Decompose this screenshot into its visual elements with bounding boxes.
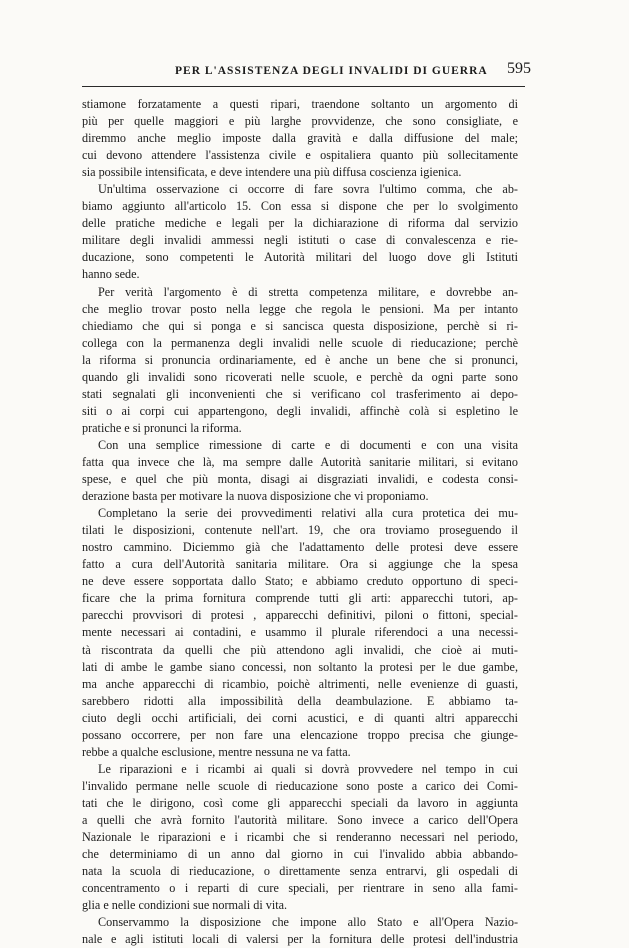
page-number: 595 — [507, 60, 531, 77]
text-line: fatta qua invece che là, ma sempre dalle Autorità sanitarie militari, si evitano — [82, 454, 518, 469]
text-line: possano occorrere, per non fare una elencazione troppo precisa che giunge- — [82, 727, 518, 742]
text-line: diremmo anche meglio imposte dalla gravità e dalla diffusione del male; — [82, 131, 518, 146]
text-line: delle pratiche mediche e legali per la dichiarazione di riforma dal servizio — [82, 216, 518, 231]
text-line: Nazionale le riparazioni e i ricambi che si renderanno necessari nel periodo, — [82, 830, 518, 845]
text-line: stiamone forzatamente a questi ripari, traendone soltanto un argomento di — [82, 97, 518, 111]
text-line: nata la scuola di rieducazione, o direttamente senza entrarvi, gli ospedali di — [82, 864, 518, 879]
text-line: concentramento o i reparti di cure speciali, per rientrare in seno alla fami- — [82, 881, 518, 896]
text-line: tilati le disposizioni, contenute nell'art. 19, che ora troviamo proseguendo il — [82, 523, 518, 538]
text-line: ducazione, sono competenti le Autorità militari del luogo dove gli Istituti — [82, 250, 518, 265]
text-line: stati segnalati gli inconvenienti che si verificano col trasferimento ai depo- — [82, 386, 518, 401]
text-line: Completano la serie dei provvedimenti relativi alla cura protetica dei mu- — [98, 506, 518, 521]
text-line: nostro cammino. Diciemmo già che l'adattamento delle protesi deve essere — [82, 540, 518, 555]
text-line: tà riscontrata da quelli che più attendono agli invalidi, che cioè ai muti- — [82, 642, 518, 657]
text-line: più per quelle maggiori e più larghe provvidenze, che sono consigliate, e — [82, 114, 518, 129]
text-line: ne deve essere sopportata dallo Stato; e abbiamo creduto opportuno di speci- — [82, 574, 518, 589]
text-line: mente necessari ai contadini, e usammo il plurale riferendoci a una necessi- — [82, 625, 518, 640]
text-line: spese, e quel che più monta, disagi ai disgraziati invalidi, e codesta consi- — [82, 472, 518, 487]
text-line: l'invalido permane nelle scuole di rieducazione sono poste a carico dei Comi- — [82, 778, 518, 793]
text-line: fatto a cura dell'Autorità sanitaria militare. Ora si aggiunge che la spesa — [82, 557, 518, 572]
text-line: chiediamo che qui si ponga e si sancisca questa disposizione, perchè si ri- — [82, 318, 518, 333]
text-line: ficare che la prima fornitura comprende tutti gli arti: apparecchi tutori, ap- — [82, 591, 518, 606]
text-line: militare degli invalidi ammessi negli istituti o case di convalescenza e rie- — [82, 233, 518, 248]
text-line: rebbe a qualche esclusione, mentre nessuna ne va fatta. — [82, 744, 351, 759]
text-line: siti o ai corpi cui appartengono, degli invalidi, affinchè colà si espletino le — [82, 403, 518, 418]
text-line: a quelli che avrà fornito l'autorità militare. Sono invece a carico dell'Opera — [82, 812, 518, 827]
text-line: la riforma si pronuncia ordinariamente, ed è anche un bene che si pronunci, — [82, 352, 518, 367]
text-line: Per verità l'argomento è di stretta competenza militare, e dovrebbe an- — [98, 284, 518, 299]
text-line: nale e agli istituti locali di valersi per la fornitura delle protesi dell'industria — [82, 932, 518, 947]
header-rule — [82, 86, 525, 87]
text-line: hanno sede. — [82, 267, 140, 282]
running-head: PER L'ASSISTENZA DEGLI INVALIDI DI GUERRA — [175, 65, 488, 77]
text-line: biamo aggiunto all'articolo 15. Con essa si dispone che per lo svolgimento — [82, 199, 518, 214]
text-line: lati di ambe le gambe siano concessi, non soltanto la protesi per le due gambe, — [82, 659, 518, 674]
page-header — [82, 60, 531, 84]
body-text — [82, 96, 518, 948]
text-line: ma anche apparecchi di ricambio, poichè altrimenti, nelle evenienze di guasti, — [82, 676, 518, 691]
text-line: pratiche e si pronunci la riforma. — [82, 420, 242, 435]
text-line: ciuto degli occhi artificiali, dei corni acustici, e di quanti altri apparecchi — [82, 710, 518, 725]
text-line: sia possibile intensificata, e deve intendere una più diffusa coscienza igienica. — [82, 165, 462, 180]
text-line: derazione basta per motivare la nuova disposizione che vi proponiamo. — [82, 489, 429, 504]
text-line: Un'ultima osservazione ci occorre di fare sovra l'ultimo comma, che ab- — [98, 182, 518, 197]
text-line: sarebbero ridotti alla impossibilità della deambulazione. E abbiamo ta- — [82, 693, 518, 708]
text-line: Conservammo la disposizione che impone allo Stato e all'Opera Nazio- — [98, 915, 518, 930]
text-line: Con una semplice rimessione di carte e di documenti e con una visita — [98, 437, 518, 452]
text-line: quando gli invalidi sono ricoverati nelle scuole, e perchè da ogni parte sono — [82, 369, 518, 384]
text-line: che meglio trovar posto nella legge che regola le pensioni. Ma per intanto — [82, 301, 518, 316]
text-line: cui devono attendere l'assistenza civile e ospitaliera quanto più sollecitamente — [82, 148, 518, 163]
text-line: collega con la permanenza degli invalidi nelle scuole di rieducazione; perchè — [82, 335, 518, 350]
text-line: Le riparazioni e i ricambi ai quali si dovrà provvedere nel tempo in cui — [98, 761, 518, 776]
text-line: tati che le dirigono, così come gli apparecchi speciali da lavoro in aggiunta — [82, 795, 518, 810]
text-line: che determiniamo di un anno dal giorno in cui l'invalido abbia abbando- — [82, 847, 518, 862]
text-line: glia e nelle condizioni sue normali di vita. — [82, 898, 288, 913]
text-line: parecchi provvisori di protesi , apparecchi definitivi, piloni o fittoni, special- — [82, 608, 518, 623]
